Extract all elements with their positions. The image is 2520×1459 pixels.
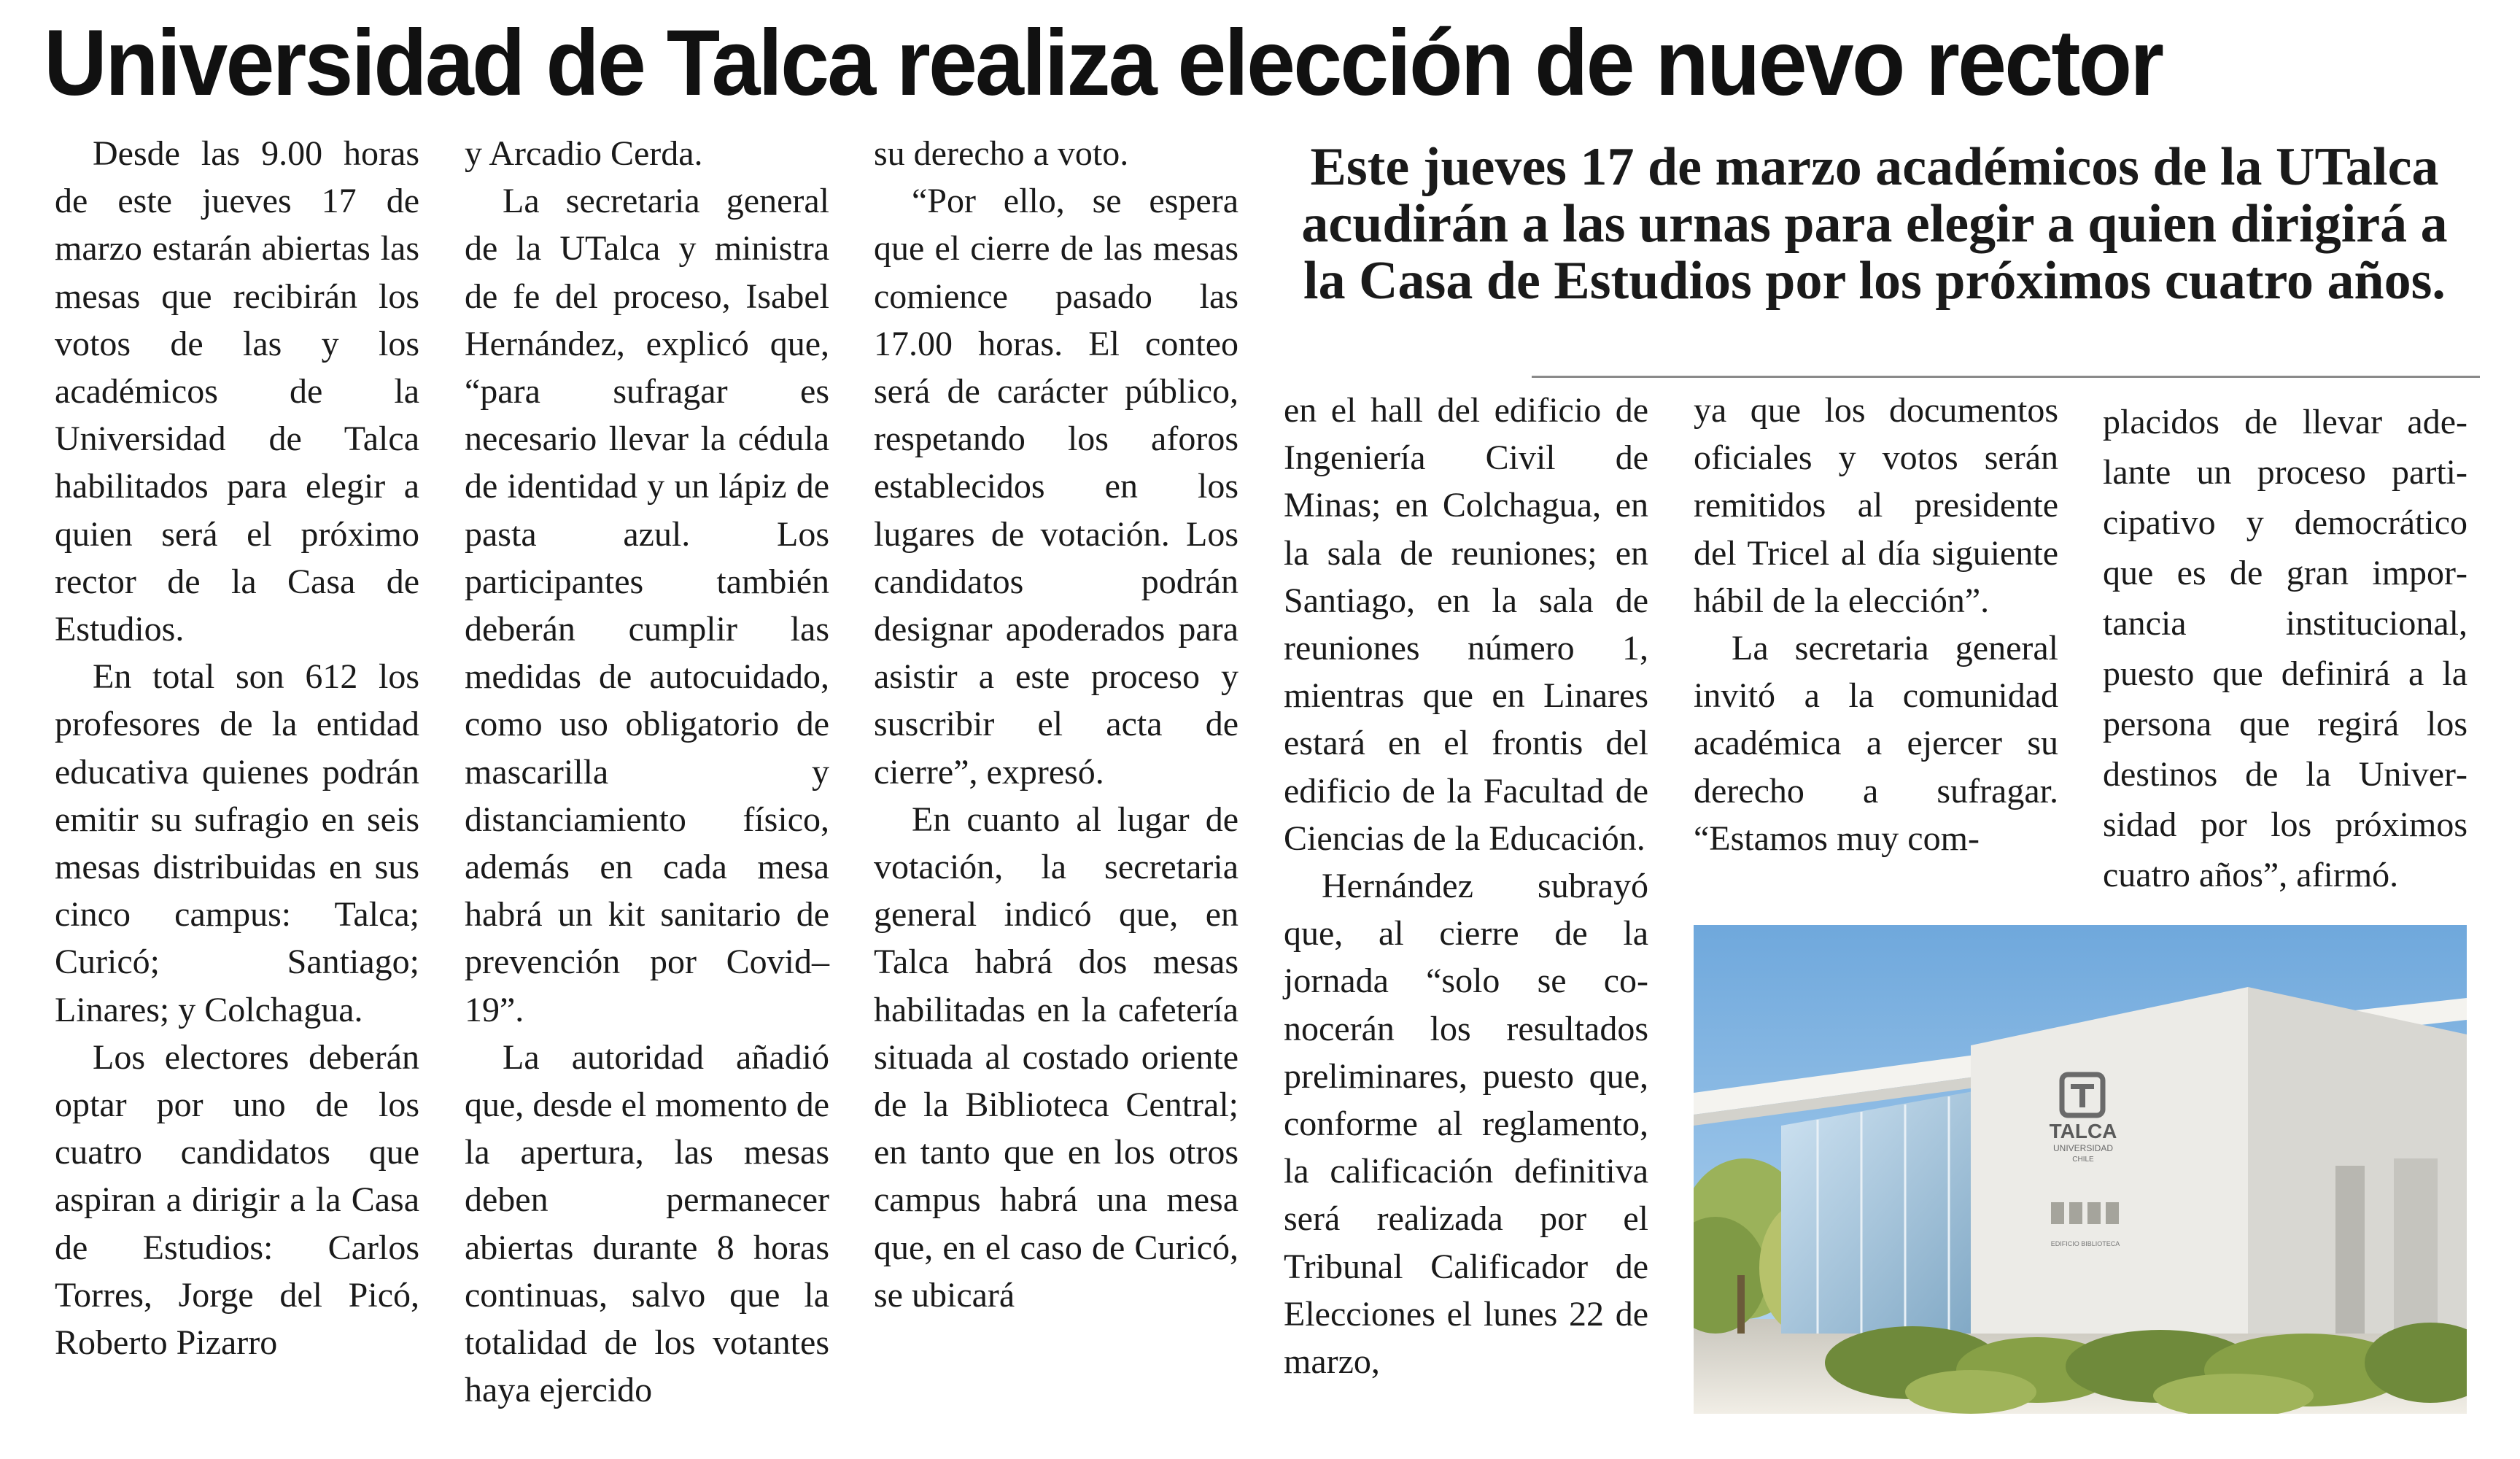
paragraph: La autoridad añadió que, desde el momento de la apertura, las mesas deben permanecer abiertas durante 8 horas continuas, salvo que la totalidad de los votantes haya ejercido xyxy=(465,1037,829,1410)
paragraph: ya que los documentos oficiales y votos serán remitidos al presidente del Tricel al día siguiente hábil de la elección”. xyxy=(1694,391,2058,620)
sign-text: UNIVERSIDAD xyxy=(2052,1143,2114,1153)
paragraph: Desde las 9.00 horas de este jueves 17 de marzo estarán abiertas las mesas que recibirán los votos de las y los académicos de la Universidad de Talca habilitados para elegir a quien será el próximo rector de la Casa de Estudios. xyxy=(55,134,419,649)
paragraph: en el hall del edificio de Ingeniería Civil de Minas; en Colchagua, en la sala de reuniones; en Santiago, en la sala de reuniones número 1, mientras que en Linares estará en el frontis del edificio de la Facultad de Ciencias de la Educación. xyxy=(1284,391,1648,858)
glass-facade xyxy=(1781,1089,1985,1334)
article-column-2 xyxy=(465,130,829,1414)
paragraph: Hernández subrayó que, al cierre de la jornada “solo se conocerán los resultados preliminares, puesto que, conforme al reglamento, la calificación definitiva será realizada por el Tribunal Calificador de Elecciones el lunes 22 de marzo, xyxy=(1284,867,1648,1382)
subheadline: Este jueves 17 de marzo académicos de la UTalca acudirán a las urnas para elegir a quien dirigirá a la Casa de Estudios por los próximos cuatro años. xyxy=(1301,137,2448,311)
paragraph: Los electores deberán optar por uno de los cuatro candidatos que aspiran a dirigir a la Casa de Estudios: Carlos Torres, Jorge del Picó, Roberto Pizarro xyxy=(55,1037,419,1363)
article-column-1 xyxy=(55,130,419,1366)
paragraph: La secretaria general invitó a la comunidad académica a ejercer su derecho a sufragar. “Estamos muy com- xyxy=(1694,629,2058,858)
building-label: EDIFICIO BIBLIOTECA xyxy=(2050,1240,2120,1247)
paragraph: placidos de llevar adelante un proceso participativo y democrático que es de gran importancia institucional, puesto que definirá a la persona que regirá los destinos de la Universidad por los próximos cuatro años”, afirmó. xyxy=(2103,403,2467,894)
concrete-building xyxy=(1971,987,2248,1334)
article-column-5 xyxy=(1694,387,2058,862)
paragraph: La secretaria general de la UTalca y ministra de fe del proceso, Isabel Hernández, explicó que, “para sufragar es necesario llevar la cédula de identidad y un lápiz de pasta azul. Los participantes también deberán cumplir las medidas de autocuidado, como uso obligatorio de mascarilla y distanciamiento físico, además en cada mesa habrá un kit sanitario de prevención por Covid–19”. xyxy=(465,182,829,1029)
sign-text: CHILE xyxy=(2072,1156,2094,1164)
building-photo xyxy=(1694,925,2467,1414)
headline: Universidad de Talca realiza elección de nuevo rector xyxy=(44,11,2163,115)
article-column-3 xyxy=(874,130,1238,1319)
article-column-6 xyxy=(2103,397,2467,900)
paragraph: En cuanto al lugar de votación, la secretaria general indicó que, en Talca habrá dos mesas habilitadas en la cafetería situada al costado oriente de la Biblioteca Central; en tanto que en los otros campus habrá una mesa que, en el caso de Curicó, se ubicará xyxy=(874,800,1238,1315)
paragraph: “Por ello, se espera que el cierre de las mesas comience pasado las 17.00 horas. El conteo será de carácter público, respetando los aforos establecidos en los lugares de votación. Los candidatos podrán designar apoderados para asistir a este proceso y suscribir el acta de cierre”, expresó. xyxy=(874,182,1238,792)
paragraph: En total son 612 los profesores de la entidad educativa quienes podrán emitir su sufragio en seis mesas distribuidas en sus cinco campus: Talca; Curicó; Santiago; Linares; y Colchagua. xyxy=(55,657,419,1029)
sign-text: TALCA xyxy=(2049,1120,2117,1142)
article-column-4 xyxy=(1284,387,1648,1385)
building-illustration xyxy=(1694,925,2467,1414)
paragraph: su derecho a voto. xyxy=(874,134,1129,173)
divider xyxy=(1532,376,2480,378)
paragraph: y Arcadio Cerda. xyxy=(465,134,703,173)
